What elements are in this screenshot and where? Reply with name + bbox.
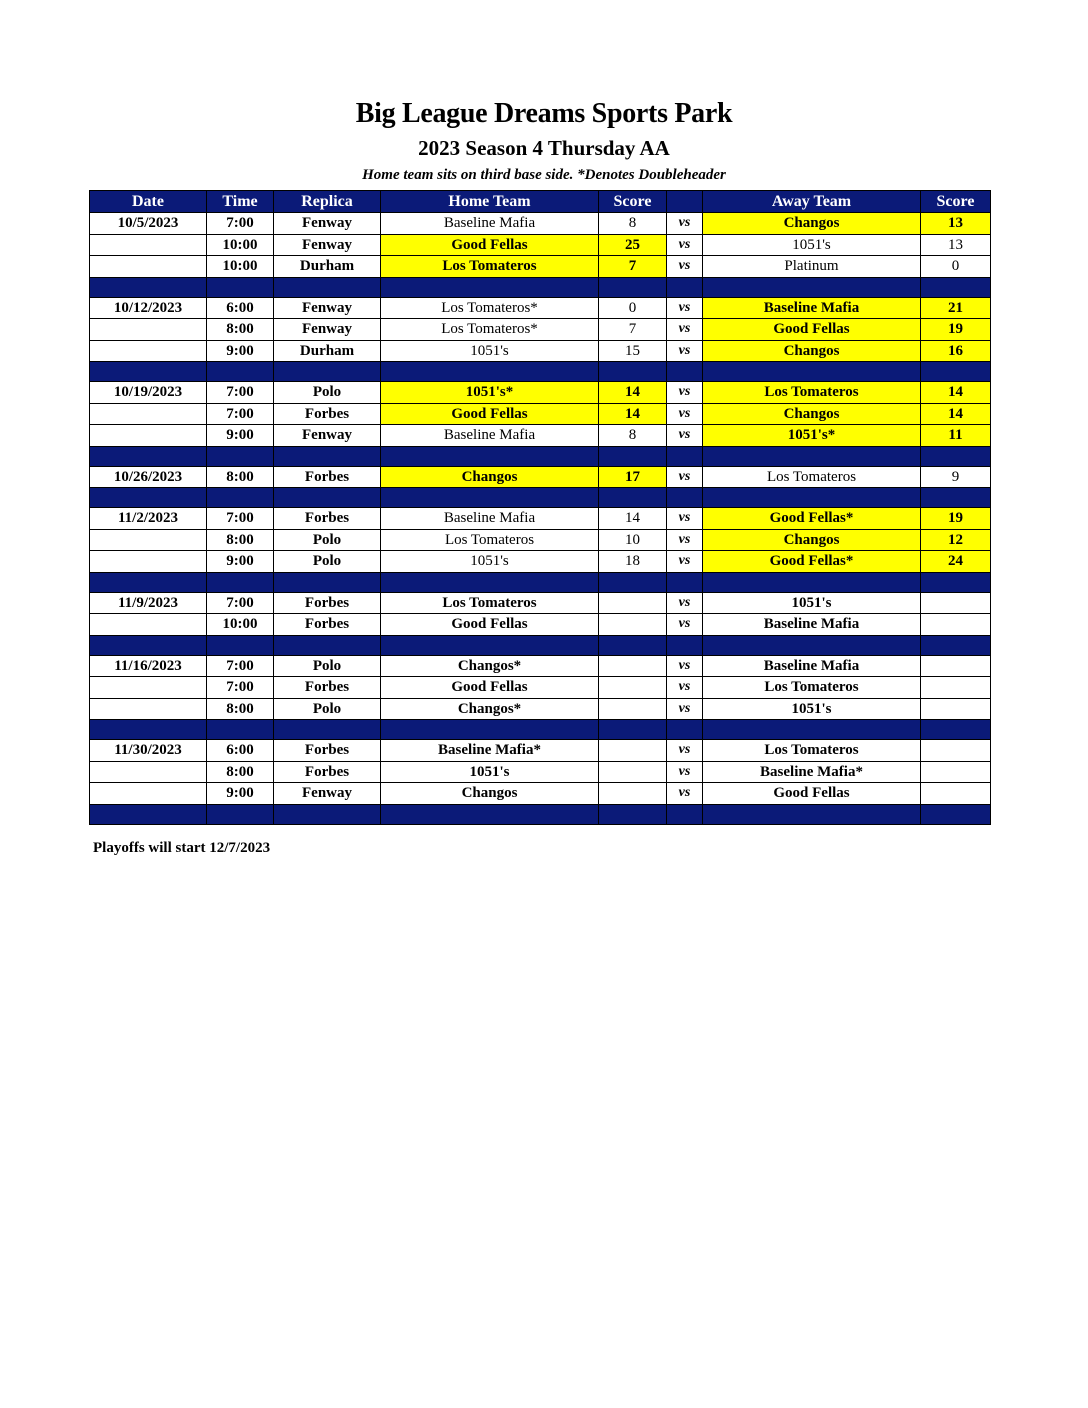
separator-cell: [274, 362, 381, 382]
time-cell: 10:00: [207, 234, 274, 256]
away-team-cell: 1051's: [703, 698, 921, 720]
date-cell: [90, 783, 207, 805]
table-row: [90, 466, 991, 488]
table-row: [90, 319, 991, 341]
time-cell: 10:00: [207, 256, 274, 278]
vs-cell: vs: [667, 234, 703, 256]
replica-cell: Fenway: [274, 425, 381, 447]
table-row: [90, 740, 991, 762]
separator-cell: [921, 362, 991, 382]
vs-cell: vs: [667, 425, 703, 447]
separator-cell: [381, 720, 599, 740]
separator-cell: [921, 488, 991, 508]
date-cell: [90, 425, 207, 447]
home-score-cell: [599, 740, 667, 762]
table-row: [90, 614, 991, 636]
replica-cell: Fenway: [274, 213, 381, 235]
replica-cell: Forbes: [274, 614, 381, 636]
home-team-cell: 1051's: [381, 761, 599, 783]
away-score-cell: [921, 698, 991, 720]
table-row: [90, 213, 991, 235]
home-score-cell: 14: [599, 382, 667, 404]
vs-cell: vs: [667, 761, 703, 783]
vs-cell: vs: [667, 213, 703, 235]
separator-cell: [274, 572, 381, 592]
week-separator-row: [90, 720, 991, 740]
week-separator-row: [90, 635, 991, 655]
home-team-cell: Los Tomateros*: [381, 297, 599, 319]
date-cell: 11/30/2023: [90, 740, 207, 762]
separator-cell: [90, 362, 207, 382]
page-title: Big League Dreams Sports Park: [355, 98, 733, 129]
table-header-row: [90, 191, 991, 213]
table-row: [90, 508, 991, 530]
away-team-cell: Changos: [703, 529, 921, 551]
schedule-note: Home team sits on third base side. *Denotes Doubleheader: [362, 167, 726, 183]
vs-cell: vs: [667, 403, 703, 425]
separator-cell: [921, 720, 991, 740]
separator-cell: [599, 720, 667, 740]
separator-cell: [667, 804, 703, 824]
replica-cell: Forbes: [274, 677, 381, 699]
separator-cell: [667, 277, 703, 297]
vs-cell: vs: [667, 297, 703, 319]
time-cell: 9:00: [207, 783, 274, 805]
time-cell: 7:00: [207, 677, 274, 699]
time-cell: 6:00: [207, 297, 274, 319]
col-header-time: Time: [207, 191, 274, 213]
separator-cell: [274, 446, 381, 466]
separator-cell: [90, 720, 207, 740]
separator-cell: [667, 488, 703, 508]
home-team-cell: Changos: [381, 783, 599, 805]
replica-cell: Forbes: [274, 403, 381, 425]
separator-cell: [921, 572, 991, 592]
replica-cell: Polo: [274, 698, 381, 720]
vs-cell: vs: [667, 319, 703, 341]
separator-cell: [703, 277, 921, 297]
table-row: [90, 529, 991, 551]
home-score-cell: 10: [599, 529, 667, 551]
separator-cell: [381, 804, 599, 824]
replica-cell: Fenway: [274, 234, 381, 256]
away-team-cell: Changos: [703, 213, 921, 235]
away-team-cell: Baseline Mafia: [703, 297, 921, 319]
home-team-cell: Los Tomateros: [381, 529, 599, 551]
time-cell: 7:00: [207, 508, 274, 530]
separator-cell: [667, 446, 703, 466]
home-score-cell: 7: [599, 256, 667, 278]
separator-cell: [703, 635, 921, 655]
separator-cell: [921, 446, 991, 466]
home-score-cell: 8: [599, 213, 667, 235]
home-score-cell: 25: [599, 234, 667, 256]
home-team-cell: Los Tomateros: [381, 592, 599, 614]
separator-cell: [703, 446, 921, 466]
replica-cell: Durham: [274, 340, 381, 362]
table-row: [90, 551, 991, 573]
separator-cell: [381, 635, 599, 655]
home-score-cell: 0: [599, 297, 667, 319]
home-team-cell: Good Fellas: [381, 614, 599, 636]
playoffs-note: Playoffs will start 12/7/2023: [93, 840, 271, 856]
separator-cell: [703, 488, 921, 508]
home-team-cell: Good Fellas: [381, 403, 599, 425]
separator-cell: [90, 488, 207, 508]
col-header-date: Date: [90, 191, 207, 213]
away-score-cell: [921, 677, 991, 699]
away-score-cell: 12: [921, 529, 991, 551]
away-score-cell: 21: [921, 297, 991, 319]
time-cell: 9:00: [207, 551, 274, 573]
week-separator-row: [90, 362, 991, 382]
table-row: [90, 783, 991, 805]
home-score-cell: [599, 614, 667, 636]
separator-cell: [667, 635, 703, 655]
home-score-cell: [599, 655, 667, 677]
col-header-vs: [667, 191, 703, 213]
away-team-cell: Changos: [703, 340, 921, 362]
table-row: [90, 382, 991, 404]
replica-cell: Fenway: [274, 297, 381, 319]
vs-cell: vs: [667, 466, 703, 488]
home-team-cell: Baseline Mafia*: [381, 740, 599, 762]
separator-cell: [207, 572, 274, 592]
week-separator-row: [90, 446, 991, 466]
away-score-cell: 9: [921, 466, 991, 488]
home-team-cell: Los Tomateros*: [381, 319, 599, 341]
away-team-cell: Baseline Mafia: [703, 655, 921, 677]
separator-cell: [274, 720, 381, 740]
separator-cell: [207, 277, 274, 297]
away-score-cell: [921, 783, 991, 805]
away-team-cell: 1051's: [703, 234, 921, 256]
time-cell: 8:00: [207, 319, 274, 341]
vs-cell: vs: [667, 677, 703, 699]
replica-cell: Forbes: [274, 592, 381, 614]
time-cell: 7:00: [207, 213, 274, 235]
away-score-cell: 19: [921, 319, 991, 341]
home-team-cell: 1051's: [381, 340, 599, 362]
away-score-cell: 0: [921, 256, 991, 278]
home-team-cell: Baseline Mafia: [381, 508, 599, 530]
separator-cell: [703, 572, 921, 592]
away-score-cell: 13: [921, 234, 991, 256]
replica-cell: Durham: [274, 256, 381, 278]
time-cell: 9:00: [207, 425, 274, 447]
home-score-cell: 8: [599, 425, 667, 447]
separator-cell: [90, 804, 207, 824]
separator-cell: [599, 572, 667, 592]
vs-cell: vs: [667, 551, 703, 573]
time-cell: 7:00: [207, 403, 274, 425]
home-team-cell: Good Fellas: [381, 677, 599, 699]
separator-cell: [599, 488, 667, 508]
date-cell: [90, 319, 207, 341]
col-header-home-score: Score: [599, 191, 667, 213]
home-score-cell: [599, 761, 667, 783]
home-score-cell: 18: [599, 551, 667, 573]
table-row: [90, 698, 991, 720]
time-cell: 8:00: [207, 466, 274, 488]
away-score-cell: 24: [921, 551, 991, 573]
separator-cell: [381, 488, 599, 508]
away-score-cell: [921, 740, 991, 762]
away-score-cell: 16: [921, 340, 991, 362]
vs-cell: vs: [667, 508, 703, 530]
home-team-cell: 1051's*: [381, 382, 599, 404]
separator-cell: [703, 720, 921, 740]
date-cell: [90, 551, 207, 573]
table-row: [90, 256, 991, 278]
separator-cell: [274, 277, 381, 297]
replica-cell: Forbes: [274, 466, 381, 488]
separator-cell: [921, 277, 991, 297]
separator-cell: [274, 488, 381, 508]
separator-cell: [599, 362, 667, 382]
date-cell: 10/12/2023: [90, 297, 207, 319]
date-cell: [90, 340, 207, 362]
date-cell: [90, 256, 207, 278]
replica-cell: Forbes: [274, 761, 381, 783]
table-row: [90, 761, 991, 783]
separator-cell: [703, 804, 921, 824]
table-row: [90, 677, 991, 699]
away-score-cell: 14: [921, 403, 991, 425]
separator-cell: [90, 277, 207, 297]
col-header-home-team: Home Team: [381, 191, 599, 213]
vs-cell: vs: [667, 592, 703, 614]
vs-cell: vs: [667, 614, 703, 636]
separator-cell: [207, 362, 274, 382]
separator-cell: [207, 446, 274, 466]
time-cell: 8:00: [207, 761, 274, 783]
away-team-cell: 1051's*: [703, 425, 921, 447]
time-cell: 7:00: [207, 592, 274, 614]
time-cell: 7:00: [207, 655, 274, 677]
away-team-cell: 1051's: [703, 592, 921, 614]
table-row: [90, 403, 991, 425]
vs-cell: vs: [667, 256, 703, 278]
separator-cell: [599, 446, 667, 466]
away-team-cell: Baseline Mafia: [703, 614, 921, 636]
separator-cell: [667, 362, 703, 382]
away-score-cell: 19: [921, 508, 991, 530]
separator-cell: [921, 635, 991, 655]
away-team-cell: Platinum: [703, 256, 921, 278]
away-score-cell: [921, 761, 991, 783]
replica-cell: Fenway: [274, 319, 381, 341]
replica-cell: Polo: [274, 551, 381, 573]
separator-cell: [599, 635, 667, 655]
vs-cell: vs: [667, 529, 703, 551]
home-score-cell: [599, 677, 667, 699]
table-row: [90, 655, 991, 677]
separator-cell: [667, 720, 703, 740]
home-team-cell: Baseline Mafia: [381, 213, 599, 235]
home-score-cell: 14: [599, 508, 667, 530]
date-cell: [90, 761, 207, 783]
date-cell: [90, 677, 207, 699]
away-score-cell: 14: [921, 382, 991, 404]
date-cell: [90, 403, 207, 425]
home-team-cell: Changos*: [381, 698, 599, 720]
replica-cell: Forbes: [274, 508, 381, 530]
separator-cell: [207, 804, 274, 824]
date-cell: 11/16/2023: [90, 655, 207, 677]
week-separator-row: [90, 804, 991, 824]
separator-cell: [274, 635, 381, 655]
date-cell: 11/9/2023: [90, 592, 207, 614]
date-cell: [90, 234, 207, 256]
separator-cell: [599, 277, 667, 297]
away-score-cell: [921, 614, 991, 636]
replica-cell: Polo: [274, 382, 381, 404]
table-row: [90, 425, 991, 447]
away-score-cell: [921, 592, 991, 614]
away-score-cell: 13: [921, 213, 991, 235]
vs-cell: vs: [667, 382, 703, 404]
vs-cell: vs: [667, 340, 703, 362]
separator-cell: [921, 804, 991, 824]
time-cell: 7:00: [207, 382, 274, 404]
date-cell: 10/19/2023: [90, 382, 207, 404]
away-team-cell: Good Fellas: [703, 783, 921, 805]
table-row: [90, 297, 991, 319]
home-score-cell: 7: [599, 319, 667, 341]
replica-cell: Fenway: [274, 783, 381, 805]
vs-cell: vs: [667, 783, 703, 805]
home-score-cell: 15: [599, 340, 667, 362]
date-cell: 10/26/2023: [90, 466, 207, 488]
away-team-cell: Good Fellas*: [703, 551, 921, 573]
date-cell: [90, 698, 207, 720]
date-cell: [90, 529, 207, 551]
away-team-cell: Good Fellas*: [703, 508, 921, 530]
table-row: [90, 340, 991, 362]
separator-cell: [90, 572, 207, 592]
table-row: [90, 592, 991, 614]
away-score-cell: 11: [921, 425, 991, 447]
vs-cell: vs: [667, 740, 703, 762]
separator-cell: [599, 804, 667, 824]
vs-cell: vs: [667, 655, 703, 677]
time-cell: 6:00: [207, 740, 274, 762]
home-score-cell: [599, 592, 667, 614]
time-cell: 8:00: [207, 529, 274, 551]
home-score-cell: [599, 783, 667, 805]
separator-cell: [381, 362, 599, 382]
home-score-cell: [599, 698, 667, 720]
replica-cell: Polo: [274, 655, 381, 677]
away-team-cell: Los Tomateros: [703, 740, 921, 762]
separator-cell: [381, 572, 599, 592]
separator-cell: [667, 572, 703, 592]
replica-cell: Forbes: [274, 740, 381, 762]
away-team-cell: Good Fellas: [703, 319, 921, 341]
away-team-cell: Los Tomateros: [703, 677, 921, 699]
date-cell: 11/2/2023: [90, 508, 207, 530]
away-score-cell: [921, 655, 991, 677]
replica-cell: Polo: [274, 529, 381, 551]
schedule-body: [90, 213, 991, 825]
separator-cell: [207, 488, 274, 508]
col-header-replica: Replica: [274, 191, 381, 213]
away-team-cell: Los Tomateros: [703, 466, 921, 488]
home-team-cell: Los Tomateros: [381, 256, 599, 278]
time-cell: 10:00: [207, 614, 274, 636]
away-team-cell: Changos: [703, 403, 921, 425]
separator-cell: [207, 635, 274, 655]
date-cell: [90, 614, 207, 636]
separator-cell: [90, 446, 207, 466]
separator-cell: [274, 804, 381, 824]
week-separator-row: [90, 572, 991, 592]
home-team-cell: 1051's: [381, 551, 599, 573]
separator-cell: [381, 446, 599, 466]
separator-cell: [90, 635, 207, 655]
home-score-cell: 17: [599, 466, 667, 488]
vs-cell: vs: [667, 698, 703, 720]
col-header-away-score: Score: [921, 191, 991, 213]
away-team-cell: Baseline Mafia*: [703, 761, 921, 783]
time-cell: 8:00: [207, 698, 274, 720]
home-team-cell: Changos*: [381, 655, 599, 677]
page-subtitle: 2023 Season 4 Thursday AA: [418, 136, 670, 160]
away-team-cell: Los Tomateros: [703, 382, 921, 404]
schedule-table: [89, 190, 991, 825]
home-score-cell: 14: [599, 403, 667, 425]
separator-cell: [703, 362, 921, 382]
col-header-away-team: Away Team: [703, 191, 921, 213]
table-row: [90, 234, 991, 256]
home-team-cell: Baseline Mafia: [381, 425, 599, 447]
time-cell: 9:00: [207, 340, 274, 362]
home-team-cell: Changos: [381, 466, 599, 488]
separator-cell: [207, 720, 274, 740]
date-cell: 10/5/2023: [90, 213, 207, 235]
separator-cell: [381, 277, 599, 297]
week-separator-row: [90, 488, 991, 508]
home-team-cell: Good Fellas: [381, 234, 599, 256]
week-separator-row: [90, 277, 991, 297]
